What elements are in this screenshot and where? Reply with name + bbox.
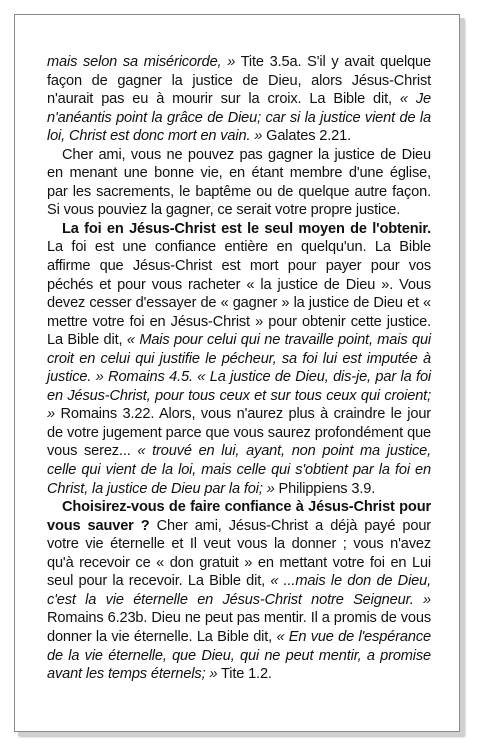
body-text: La foi est une confiance entière en quelqu'un. La Bible affirme que Jésus-Christ est mort pour payer pour vos péchés et pour vous racheter « la justice de Dieu ». Vous devez cesser d'essayer de « gagner » la justice de Dieu et « mettre votre foi en Jésus-Christ » pour obtenir cette justice. La Bible dit,	[47, 239, 431, 349]
page-text	[47, 53, 431, 684]
section-lead-heading: La foi en Jésus-Christ est le seul moyen de l'obtenir.	[62, 220, 431, 237]
body-text: Tite 3.5a. S'il y avait quelque façon de gagner la justice de Dieu, alors Jésus-Christ n'aurait pas eu à mourir sur la croix. La Bible dit,	[47, 54, 431, 108]
scripture-quote: « Mais pour celui qui ne travaille point, mais qui croit en celui qui justifie le pécheur, sa foi lui est imputée à justice. » Romains 4.5. « La justice de Dieu, dis-je, par la foi en Jésus-Christ, pour tous ceux et sur tous ceux qui croient; »	[47, 332, 431, 423]
paragraph	[47, 53, 431, 146]
scripture-reference: Philippiens 3.9.	[274, 480, 376, 497]
scripture-reference: Galates 2.21.	[262, 128, 351, 145]
body-text: Romains 3.22. Alors, vous n'aurez plus à craindre le jour de votre jugement parce que vous saurez profondément que vous serez...	[47, 406, 431, 460]
scripture-quote: « trouvé en lui, ayant, non point ma justice, celle qui vient de la loi, mais celle qui s'obtient par la foi en Christ, la justice de Dieu par la foi; »	[47, 443, 432, 497]
scripture-quote: « Je n'anéantis point la grâce de Dieu; car si la justice vient de la loi, Christ est donc mort en vain. »	[47, 91, 431, 145]
section-lead-heading: Choisirez-vous de faire confiance à Jésus-Christ pour vous sauver ?	[47, 499, 431, 534]
scripture-reference: Tite 1.2.	[217, 666, 272, 683]
paragraph	[47, 146, 431, 220]
body-text: Romains 6.23b. Dieu ne peut pas mentir. Il a promis de vous donner la vie éternelle. La Bible dit,	[47, 610, 431, 645]
scripture-quote: mais selon sa miséricorde, »	[47, 54, 236, 70]
scripture-quote: « En vue de l'espérance de la vie éternelle, que Dieu, qui ne peut mentir, a promise avant les temps éternels; »	[47, 628, 431, 683]
scripture-quote: « ...mais le don de Dieu, c'est la vie éternelle en Jésus-Christ notre Seigneur. »	[47, 573, 432, 608]
tract-page	[14, 14, 460, 732]
paragraph	[47, 220, 431, 498]
body-text: Cher ami, vous ne pouvez pas gagner la justice de Dieu en menant une bonne vie, en étant membre d'une église, par les sacrements, le baptême ou de quelque autre façon. Si vous pouviez la gagner, ce serait votre propre justice.	[47, 146, 431, 219]
paragraph	[47, 498, 431, 683]
body-text: Cher ami, Jésus-Christ a déjà payé pour votre vie éternelle et Il veut vous la donner ; vous n'avez qu'à recevoir ce « don gratuit » en mettant votre foi en Lui seul pour la recevoir. La Bible dit,	[47, 517, 431, 590]
